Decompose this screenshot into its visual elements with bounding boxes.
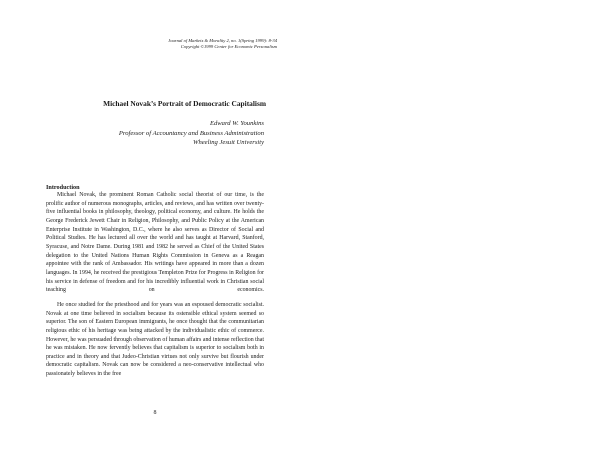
paragraph: He once studied for the priesthood and for years was an espoused democratic socialist. Novak at one time believed in socialism because its ostensible ethical system seemed so superior. The son of Eastern European immigrants, he once thought that the communitarian religious ethic of his heritage was being attacked by the individualistic ethic of commerce. However, he was persuaded through observation of human affairs and intense reflection that he was mistaken. He now fervently believes that capitalism is superior to socialism both in practice and in theory and that Judeo-Christian virtues not only survive but flourish under democratic capitalism. Novak can now be considered a neo-conservative intellectual who passionately believes in the free <box>46 301 264 378</box>
journal-citation <box>120 38 277 51</box>
page-number: 8 <box>153 410 157 416</box>
author-block <box>80 119 264 148</box>
article-title: Michael Novak’s Portrait of Democratic Capitalism <box>103 99 266 108</box>
paragraph: Michael Novak, the prominent Roman Catholic social theorist of our time, is the prolific author of numerous monographs, articles, and reviews, and has written over twenty-five influential books in philosophy, theology, political economy, and culture. He holds the George Frederick Jewett Chair in Religion, Philosophy, and Public Policy at the American Enterprise Institute in Washington, D.C., where he also serves as Director of Social and Political Studies. He has lectured all over the world and has taught at Harvard, Stanford, Syracuse, and Notre Dame. During 1981 and 1982 he served as Chief of the United States delegation to the United Nations Human Rights Commission in Geneva as a Reagan appointee with the rank of Ambassador. His writings have appeared in more than a dozen languages. In 1994, he received the prestigious Templeton Prize for Progress in Religion for his service in defense of freedom and for his incredibly influential work in Christian social teaching on economics. <box>46 192 264 294</box>
section-heading: Introduction <box>46 184 80 191</box>
copyright-line: Copyright ©1999 Center for Economic Personalism <box>180 44 277 50</box>
author-affiliation: Wheeling Jesuit University <box>192 139 264 147</box>
author-name: Edward W. Younkins <box>209 120 264 127</box>
author-title: Professor of Accountancy and Business Administration <box>118 129 264 137</box>
body-text <box>46 191 264 379</box>
journal-line: Journal of Markets & Morality 2, no. 1(Spring 1999): 8-34 <box>168 38 277 43</box>
